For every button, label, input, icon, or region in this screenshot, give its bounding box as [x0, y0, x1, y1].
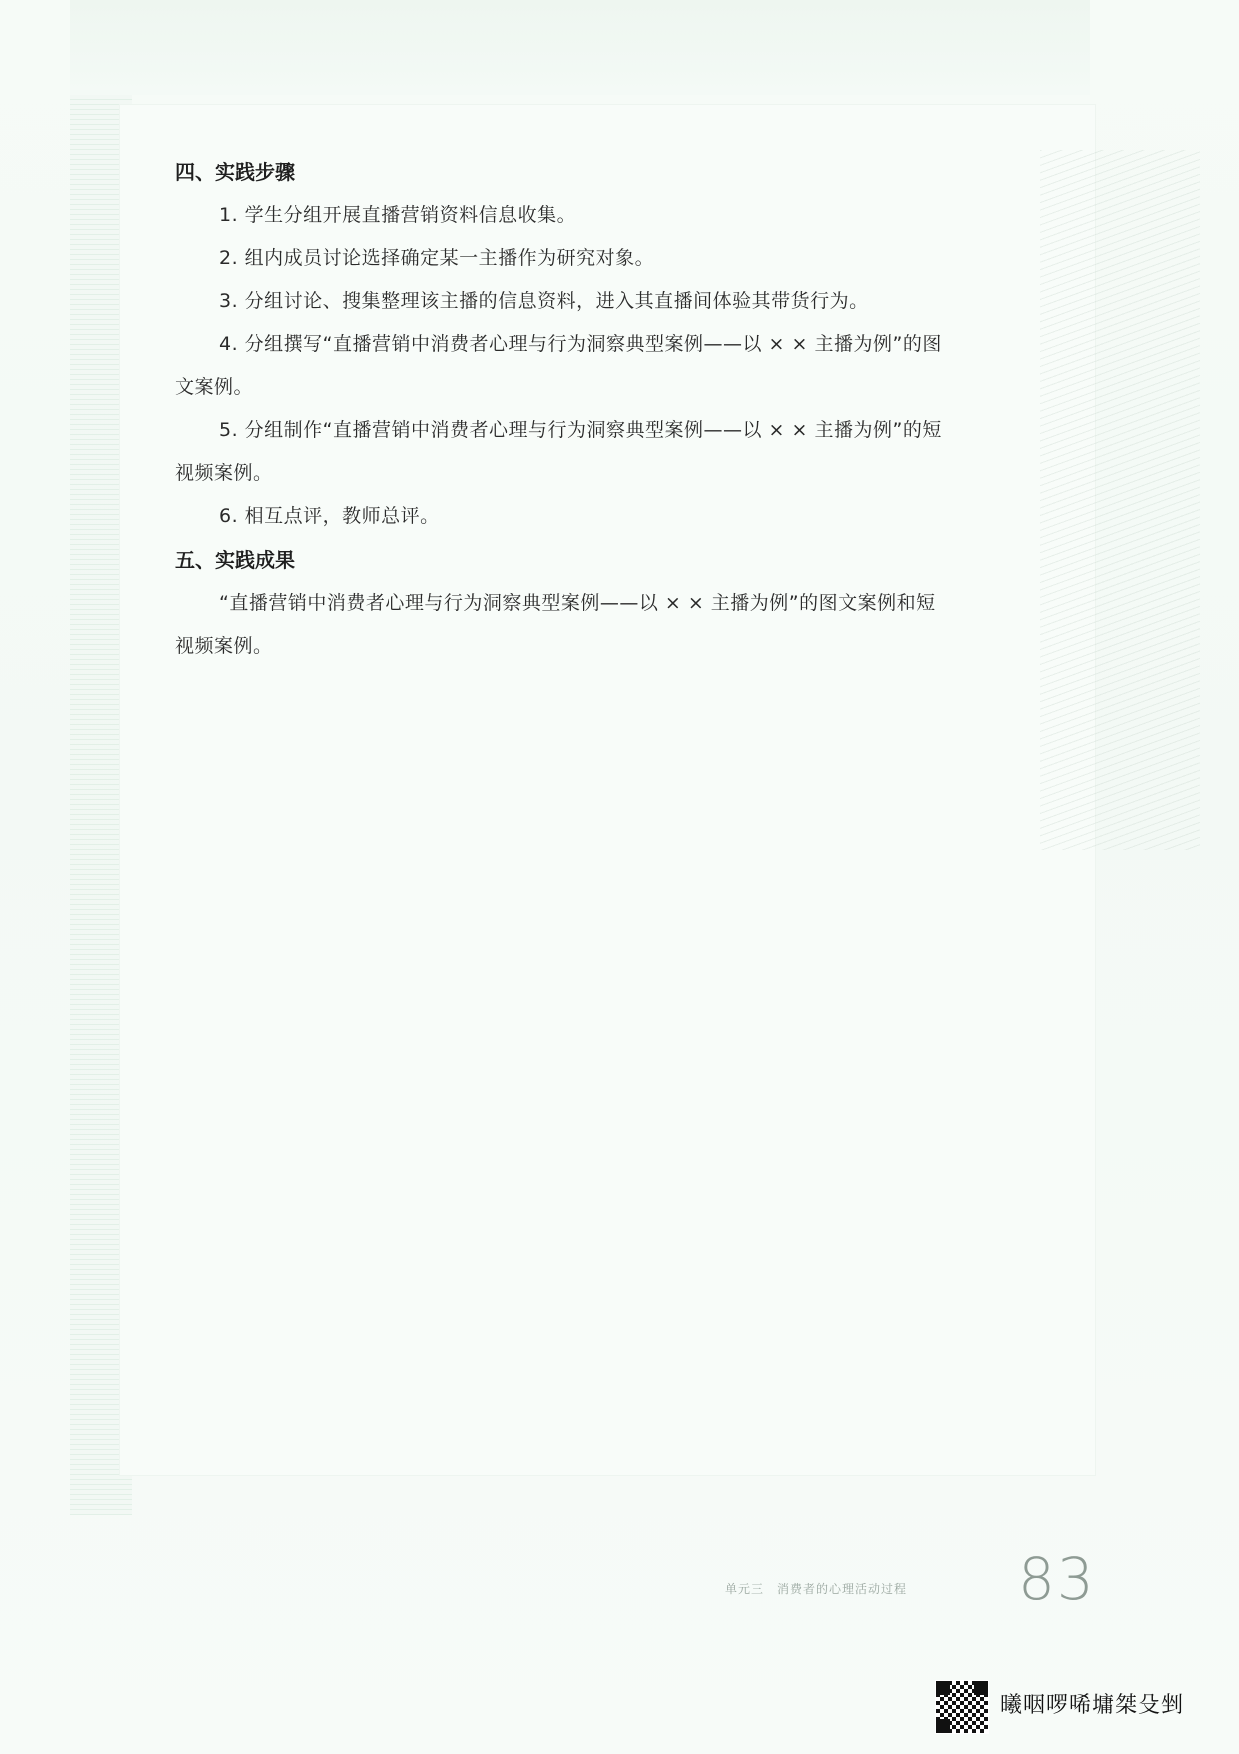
scan-top-strip	[70, 0, 1090, 95]
page-number: 83	[1018, 1545, 1096, 1613]
page-content	[175, 150, 955, 668]
practice-results-text: “直播营销中消费者心理与行为洞察典型案例——以 × × 主播为例”的图文案例和短视频案例。	[175, 592, 936, 657]
step-4: 4. 分组撰写“直播营销中消费者心理与行为洞察典型案例——以 × × 主播为例”的图文案例。	[175, 333, 942, 398]
step-6: 6. 相互点评，教师总评。	[219, 505, 440, 527]
step-1: 1. 学生分组开展直播营销资料信息收集。	[219, 204, 577, 226]
watermark-text: 曦咽啰唏墉桀殳剉	[1000, 1693, 1185, 1718]
qr-code-icon	[935, 1680, 989, 1734]
step-5: 5. 分组制作“直播营销中消费者心理与行为洞察典型案例——以 × × 主播为例”的短视频案例。	[175, 419, 942, 484]
section-heading-practice-results: 五、实践成果	[175, 548, 295, 572]
step-2: 2. 组内成员讨论选择确定某一主播作为研究对象。	[219, 247, 655, 269]
step-3: 3. 分组讨论、搜集整理该主播的信息资料，进入其直播间体验其带货行为。	[219, 290, 869, 312]
page-decorative-stripes	[1040, 150, 1200, 850]
section-heading-practice-steps: 四、实践步骤	[175, 160, 295, 184]
footer-unit-label: 单元三 消费者的心理活动过程	[725, 1582, 908, 1596]
